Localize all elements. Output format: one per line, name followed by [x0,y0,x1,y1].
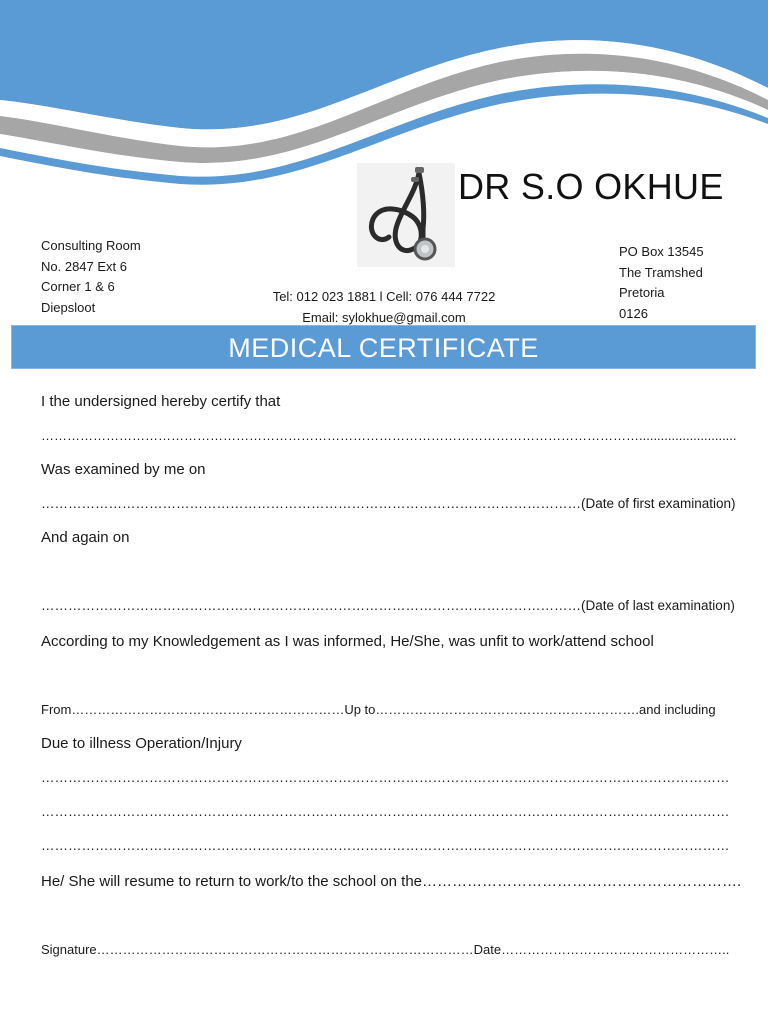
postal-address [619,242,704,324]
address-line: Diepsloot [41,299,96,315]
contact-block [268,287,500,328]
address-line: Consulting Room [41,238,141,253]
patient-name-blank: …………………………………………………………………………………………………………………………........................... [41,428,737,443]
address-line: 0126 [619,305,648,321]
resume-line: He/ She will resume to return to work/to the school on the………………………………………………………. [41,873,742,890]
address-line: No. 2847 Ext 6 [41,258,127,274]
last-exam-blank: …………………………………………………………………………………………………………(Date of last examination) [41,598,735,613]
address-line: Corner 1 & 6 [41,279,115,294]
illness-label: Due to illness Operation/Injury [41,735,242,752]
email-text: Email: sylokhue@gmail.com [302,309,466,325]
signature-date-line: Signature……………………………………………………………………………Date…………………………………………….. [41,942,730,957]
certificate-title: MEDICAL CERTIFICATE [228,333,539,363]
address-line: PO Box 13545 [619,244,704,259]
certify-intro: I the undersigned hereby certify that [41,393,281,410]
illness-blank: ……………………………………………………………………………………………………………………………………… [41,770,730,785]
address-line: Pretoria [619,285,665,300]
illness-blank: ……………………………………………………………………………………………………………………………………… [41,804,730,819]
illness-blank: ……………………………………………………………………………………………………………………………………… [41,838,730,853]
from-up-to-line: From………………………………………………………Up to…………………………………………………….and including [41,702,716,717]
address-line: The Tramshed [619,264,703,280]
phone-text: Tel: 012 023 1881 l Cell: 076 444 7722 [272,289,496,304]
stethoscope-icon [357,163,455,267]
doctor-name: DR S.O OKHUE [458,166,724,207]
knowledge-statement: According to my Knowledgement as I was informed, He/She, was unfit to work/attend school [41,633,654,650]
consulting-address [41,236,141,318]
examined-label: Was examined by me on [41,461,206,478]
certificate-banner [11,325,756,369]
first-exam-blank: …………………………………………………………………………………………………………(Date of first examination) [41,496,736,511]
again-label: And again on [41,529,130,546]
